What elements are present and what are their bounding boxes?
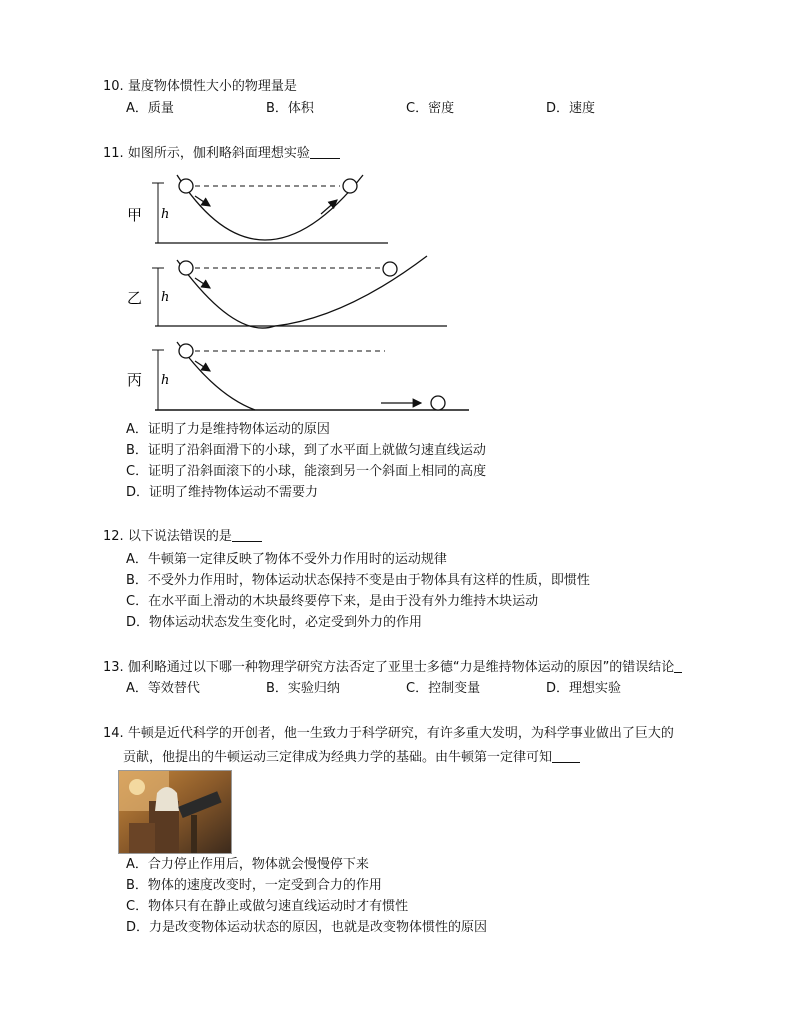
question-14-stem — [103, 724, 674, 744]
option-a[interactable]: A．等效替代 — [126, 681, 200, 696]
answer-blank[interactable] — [310, 144, 340, 159]
option-c[interactable]: C．物体只有在静止或做匀速直线运动时才有惯性 — [126, 899, 409, 914]
option-c[interactable]: C．在水平面上滑动的木块最终要停下来，是由于没有外力维持木块运动 — [126, 594, 539, 609]
diagram-jia — [127, 175, 388, 243]
newton-portrait-image — [118, 770, 232, 854]
option-d[interactable]: D．理想实验 — [546, 681, 622, 696]
option-b[interactable]: B．物体的速度改变时，一定受到合力的作用 — [126, 878, 382, 893]
question-11-stem — [103, 144, 340, 164]
option-d[interactable]: D．物体运动状态发生变化时，必定受到外力的作用 — [126, 615, 423, 630]
question-number: 10. — [103, 79, 124, 94]
curved-track — [177, 175, 363, 240]
question-number: 13. — [103, 660, 124, 675]
answer-blank[interactable] — [674, 658, 682, 673]
option-c[interactable]: C．控制变量 — [406, 681, 481, 696]
option-b[interactable]: B．不受外力作用时，物体运动状态保持不变是由于物体具有这样的性质，即惯性 — [126, 573, 590, 588]
option-b[interactable]: B．体积 — [266, 101, 314, 116]
question-text: 以下说法错误的是 — [127, 529, 232, 544]
label-bing: 丙 — [127, 371, 143, 389]
option-c[interactable]: C．证明了沿斜面滚下的小球，能滚到另一个斜面上相同的高度 — [126, 464, 487, 479]
option-a[interactable]: A．合力停止作用后，物体就会慢慢停下来 — [126, 857, 369, 872]
question-text: 量度物体惯性大小的物理量是 — [127, 79, 297, 94]
question-10-stem — [103, 77, 297, 97]
diagram-bing — [127, 342, 469, 410]
option-b[interactable]: B．证明了沿斜面滑下的小球，到了水平面上就做匀速直线运动 — [126, 443, 486, 458]
question-text-line-2: 贡献，他提出的牛顿运动三定律成为经典力学的基础。由牛顿第一定律可知 — [123, 750, 553, 765]
option-a[interactable]: A．证明了力是维持物体运动的原因 — [126, 422, 330, 437]
question-13-stem — [103, 658, 682, 678]
answer-blank[interactable] — [232, 527, 262, 542]
option-a[interactable]: A．质量 — [126, 101, 174, 116]
answer-blank[interactable] — [552, 748, 580, 763]
label-h: h — [161, 207, 170, 222]
option-c[interactable]: C．密度 — [406, 101, 455, 116]
ball — [179, 344, 193, 358]
question-14-stem-cont — [123, 748, 580, 768]
question-12-stem — [103, 527, 262, 547]
ball — [431, 396, 445, 410]
ball — [179, 179, 193, 193]
arrow-icon — [195, 196, 210, 206]
question-text: 伽利略通过以下哪一种物理学研究方法否定了亚里士多德“力是维持物体运动的原因”的错误结论 — [127, 660, 675, 675]
label-yi: 乙 — [127, 289, 143, 307]
ball — [343, 179, 357, 193]
option-d[interactable]: D．证明了维持物体运动不需要力 — [126, 485, 319, 500]
question-number: 14. — [103, 726, 124, 741]
diagram-yi — [127, 256, 447, 328]
ball — [179, 261, 193, 275]
option-d[interactable]: D．速度 — [546, 101, 596, 116]
question-number: 12. — [103, 529, 124, 544]
question-text: 如图所示，伽利略斜面理想实验 — [127, 146, 310, 161]
question-text-line-1: 牛顿是近代科学的开创者，他一生致力于科学研究，有许多重大发明，为科学事业做出了巨大的 — [127, 726, 674, 741]
label-h: h — [161, 373, 170, 388]
label-h: h — [161, 290, 170, 305]
arrow-icon — [195, 361, 210, 371]
option-a[interactable]: A．牛顿第一定律反映了物体不受外力作用时的运动规律 — [126, 552, 447, 567]
ball — [383, 262, 397, 276]
option-b[interactable]: B．实验归纳 — [266, 681, 340, 696]
galileo-incline-figure — [115, 170, 485, 420]
question-number: 11. — [103, 146, 124, 161]
label-jia: 甲 — [127, 206, 143, 224]
option-d[interactable]: D．力是改变物体运动状态的原因，也就是改变物体惯性的原因 — [126, 920, 488, 935]
